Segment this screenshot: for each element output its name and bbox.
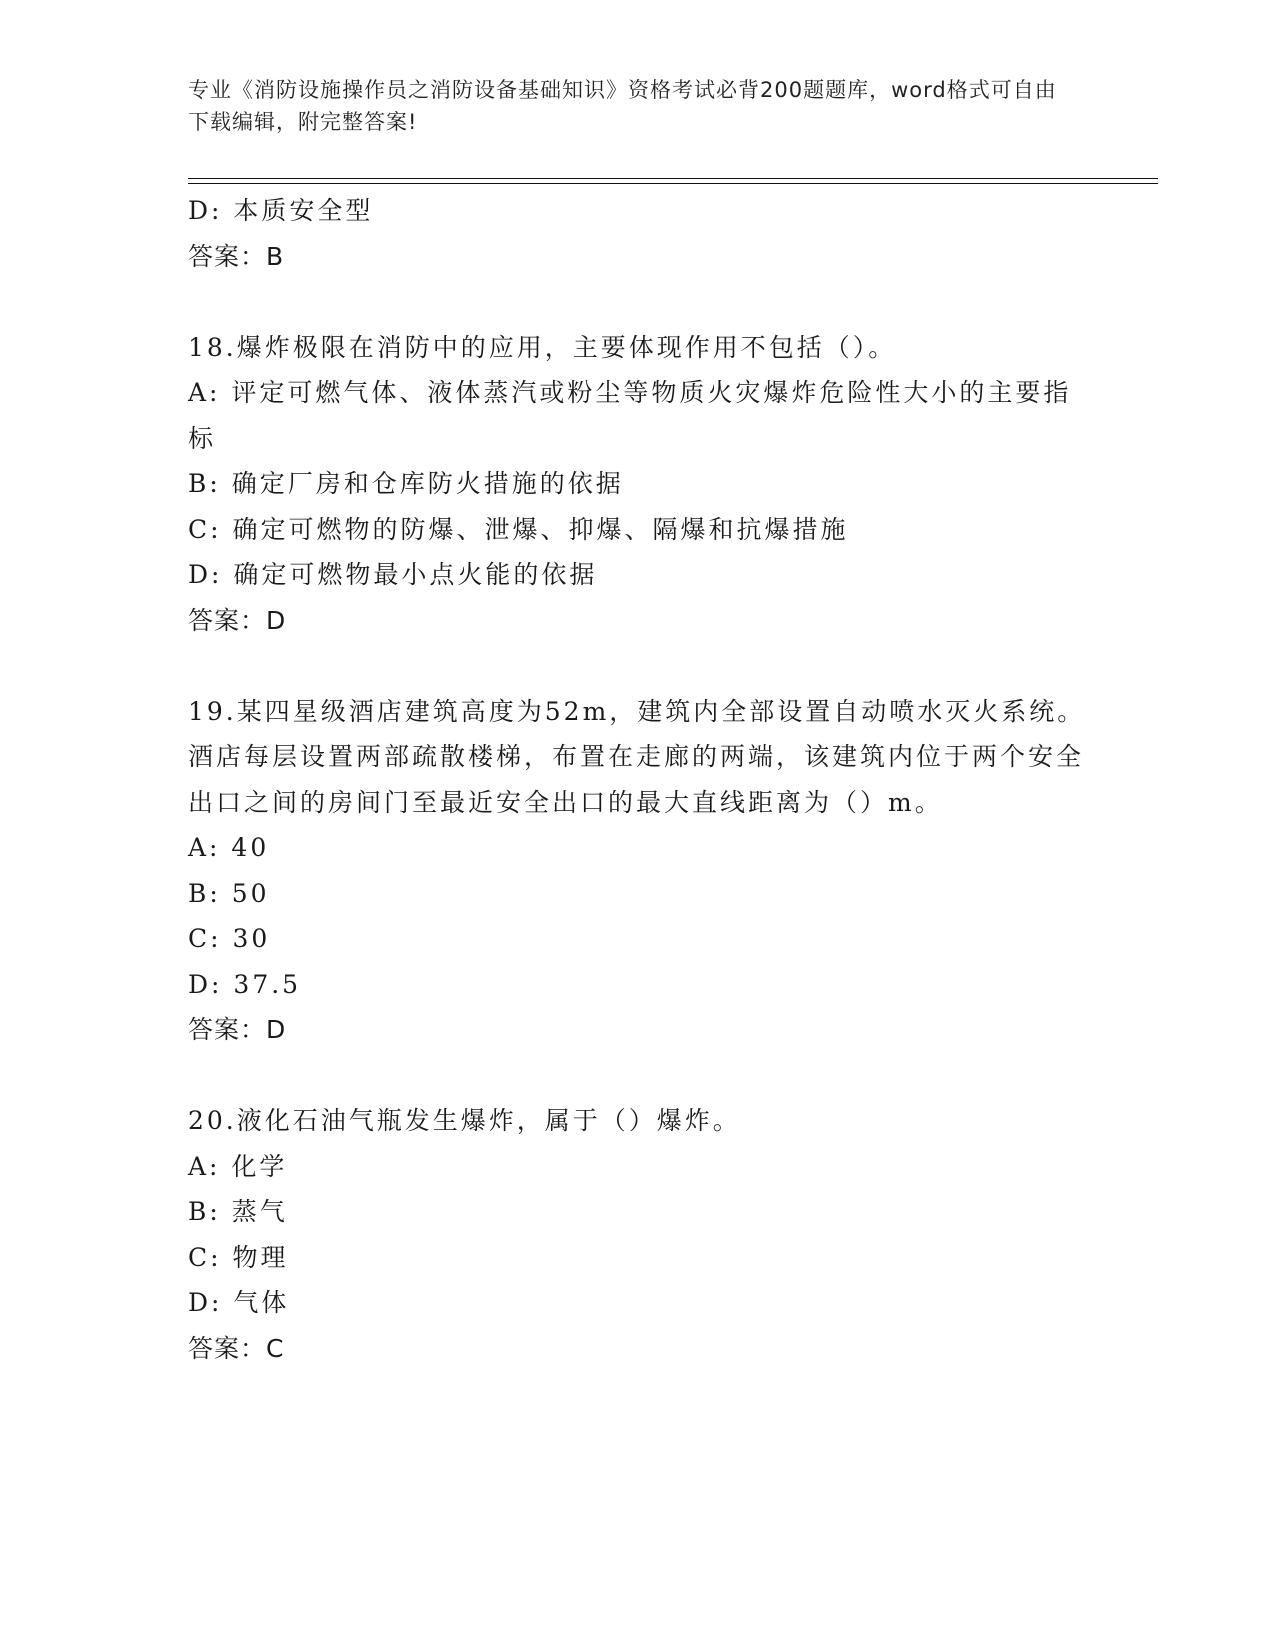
q19-option-c: C: 30 (188, 924, 271, 953)
q20-stem: 20.液化石油气瓶发生爆炸，属于（）爆炸。 (188, 1106, 741, 1135)
document-header-title: 专业《消防设施操作员之消防设备基础知识》资格考试必背200题题库，word格式可自由下载编辑，附完整答案! (188, 78, 1057, 134)
q19-option-d: D: 37.5 (188, 969, 302, 999)
q18-option-d: D: 确定可燃物最小点火能的依据 (188, 560, 598, 589)
q20-option-a: A: 化学 (188, 1151, 288, 1181)
q20-answer: 答案：C (188, 1333, 285, 1363)
q20-option-c: C: 物理 (188, 1242, 289, 1272)
q18-stem: 18.爆炸极限在消防中的应用，主要体现作用不包括（）。 (188, 332, 897, 362)
q18-option-c: C: 确定可燃物的防爆、泄爆、抑爆、隔爆和抗爆措施 (188, 514, 849, 544)
q18-option-b: B: 确定厂房和仓库防火措施的依据 (188, 469, 624, 498)
q17-answer: 答案：B (188, 241, 285, 271)
header-divider-top (188, 178, 1158, 179)
q19-option-b: B: 50 (188, 878, 270, 908)
spacer (188, 1053, 1088, 1099)
q19-answer: 答案：D (188, 1015, 287, 1044)
document-body (188, 188, 1088, 1371)
q17-option-d: D: 本质安全型 (188, 196, 374, 225)
q20-option-b: B: 蒸气 (188, 1197, 288, 1226)
q19-option-a: A: 40 (188, 833, 270, 862)
spacer (188, 279, 1088, 325)
q20-option-d: D: 气体 (188, 1288, 290, 1317)
header-divider-bottom (188, 183, 1158, 184)
q18-option-a: A: 评定可燃气体、液体蒸汽或粉尘等物质火灾爆炸危险性大小的主要指标 (188, 378, 1072, 453)
q18-answer: 答案：D (188, 605, 287, 635)
q19-stem: 19.某四星级酒店建筑高度为52m，建筑内全部设置自动喷水灭火系统。酒店每层设置两部疏散楼梯，布置在走廊的两端，该建筑内位于两个安全出口之间的房间门至最近安全出口的最大直线距离为（）m。 (188, 696, 1086, 817)
spacer (188, 643, 1088, 689)
